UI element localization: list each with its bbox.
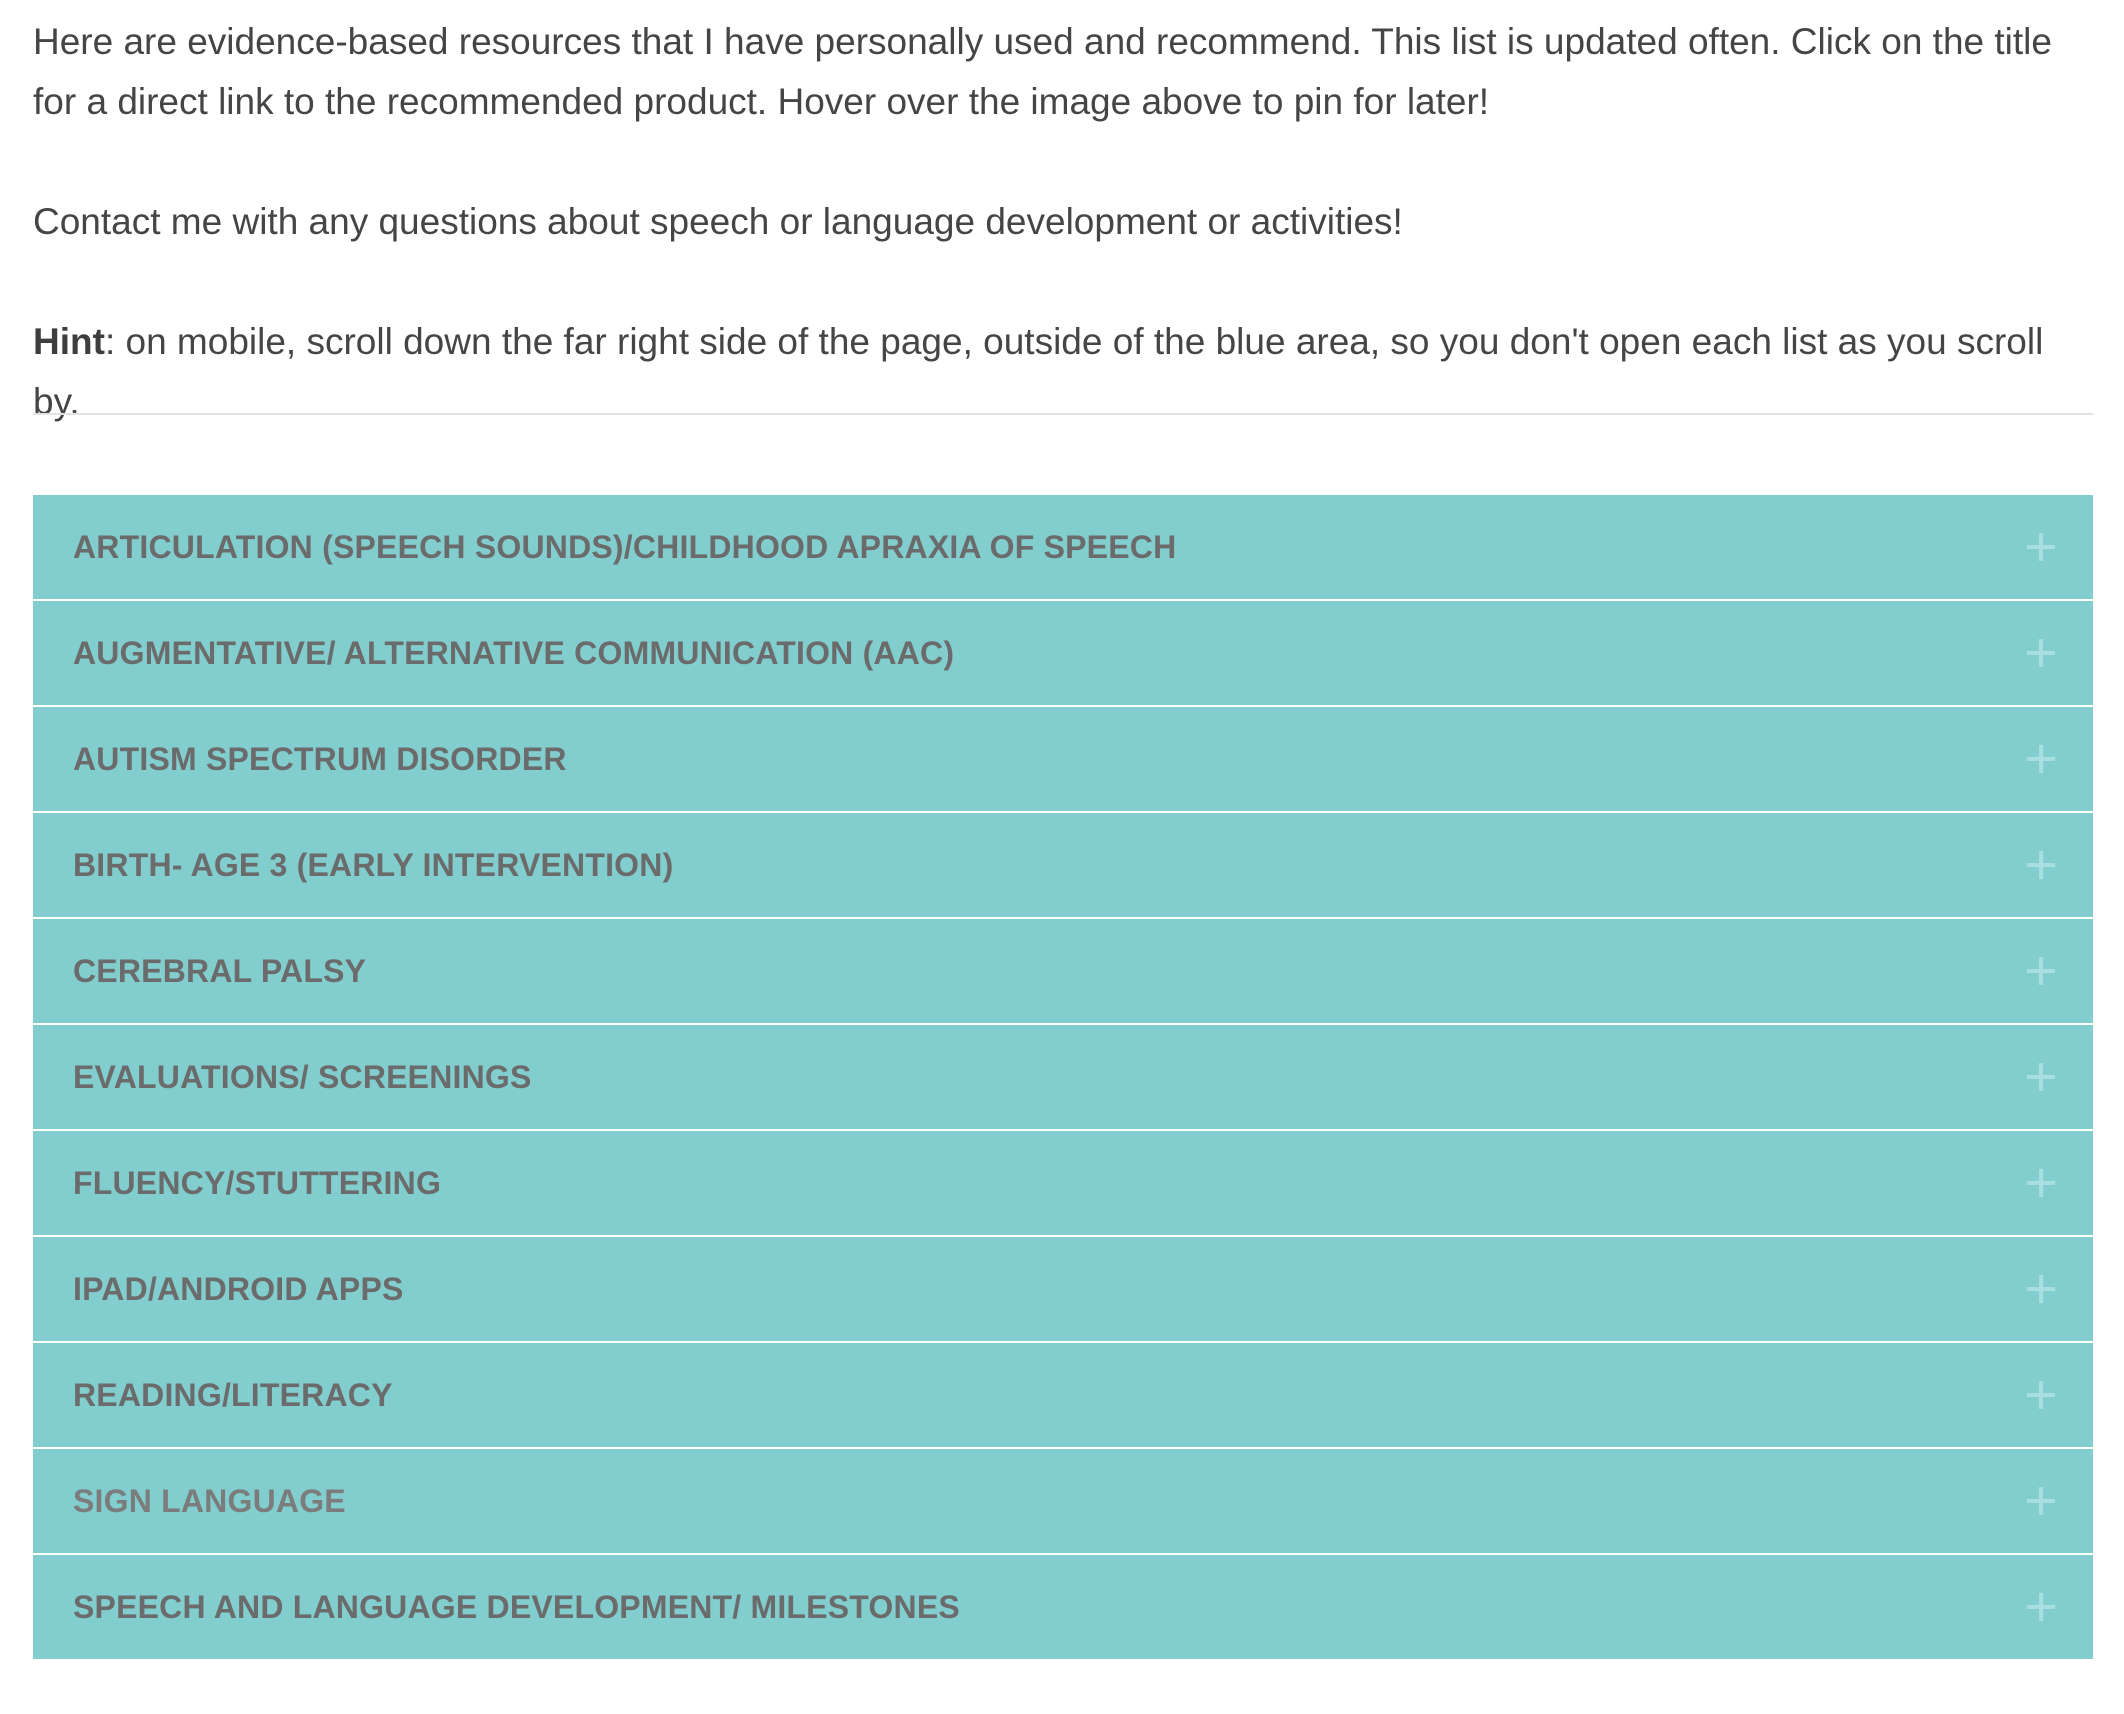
plus-icon [2027,639,2055,667]
intro-text [33,12,2093,432]
accordion-title: ARTICULATION (SPEECH SOUNDS)/CHILDHOOD APRAXIA OF SPEECH [73,529,1177,565]
accordion-item-cerebral-palsy[interactable] [33,919,2093,1025]
accordion-item-milestones[interactable] [33,1555,2093,1659]
hint-text: : on mobile, scroll down the far right side of the page, outside of the blue area, so you don't open each list as you scroll by. [33,321,2044,422]
divider [33,413,2093,415]
accordion-title: READING/LITERACY [73,1377,393,1413]
hint-label: Hint [33,321,105,362]
accordion-title: EVALUATIONS/ SCREENINGS [73,1059,532,1095]
plus-icon [2027,1275,2055,1303]
accordion-title: IPAD/ANDROID APPS [73,1271,404,1307]
plus-icon [2027,1593,2055,1621]
plus-icon [2027,1487,2055,1515]
accordion-title: SIGN LANGUAGE [73,1483,346,1519]
plus-icon [2027,745,2055,773]
plus-icon [2027,1381,2055,1409]
accordion-title: CEREBRAL PALSY [73,953,367,989]
accordion-item-apps[interactable] [33,1237,2093,1343]
plus-icon [2027,1063,2055,1091]
accordion-item-fluency[interactable] [33,1131,2093,1237]
accordion-title: AUGMENTATIVE/ ALTERNATIVE COMMUNICATION (AAC) [73,635,955,671]
resource-accordion [33,495,2093,1659]
accordion-title: FLUENCY/STUTTERING [73,1165,442,1201]
contact-paragraph: Contact me with any questions about speech or language development or activities! [33,201,1403,242]
accordion-item-sign-language[interactable] [33,1449,2093,1555]
intro-paragraph: Here are evidence-based resources that I have personally used and recommend. This list is updated often. Click on the title for a direct link to the recommended product. Hover over the image above to pin for later! [33,21,2052,122]
plus-icon [2027,957,2055,985]
accordion-item-early-intervention[interactable] [33,813,2093,919]
accordion-item-reading[interactable] [33,1343,2093,1449]
accordion-title: BIRTH- AGE 3 (EARLY INTERVENTION) [73,847,674,883]
accordion-item-articulation[interactable] [33,495,2093,601]
accordion-title: SPEECH AND LANGUAGE DEVELOPMENT/ MILESTONES [73,1589,960,1625]
plus-icon [2027,533,2055,561]
accordion-item-evaluations[interactable] [33,1025,2093,1131]
accordion-item-aac[interactable] [33,601,2093,707]
accordion-title: AUTISM SPECTRUM DISORDER [73,741,567,777]
plus-icon [2027,1169,2055,1197]
accordion-item-autism[interactable] [33,707,2093,813]
plus-icon [2027,851,2055,879]
